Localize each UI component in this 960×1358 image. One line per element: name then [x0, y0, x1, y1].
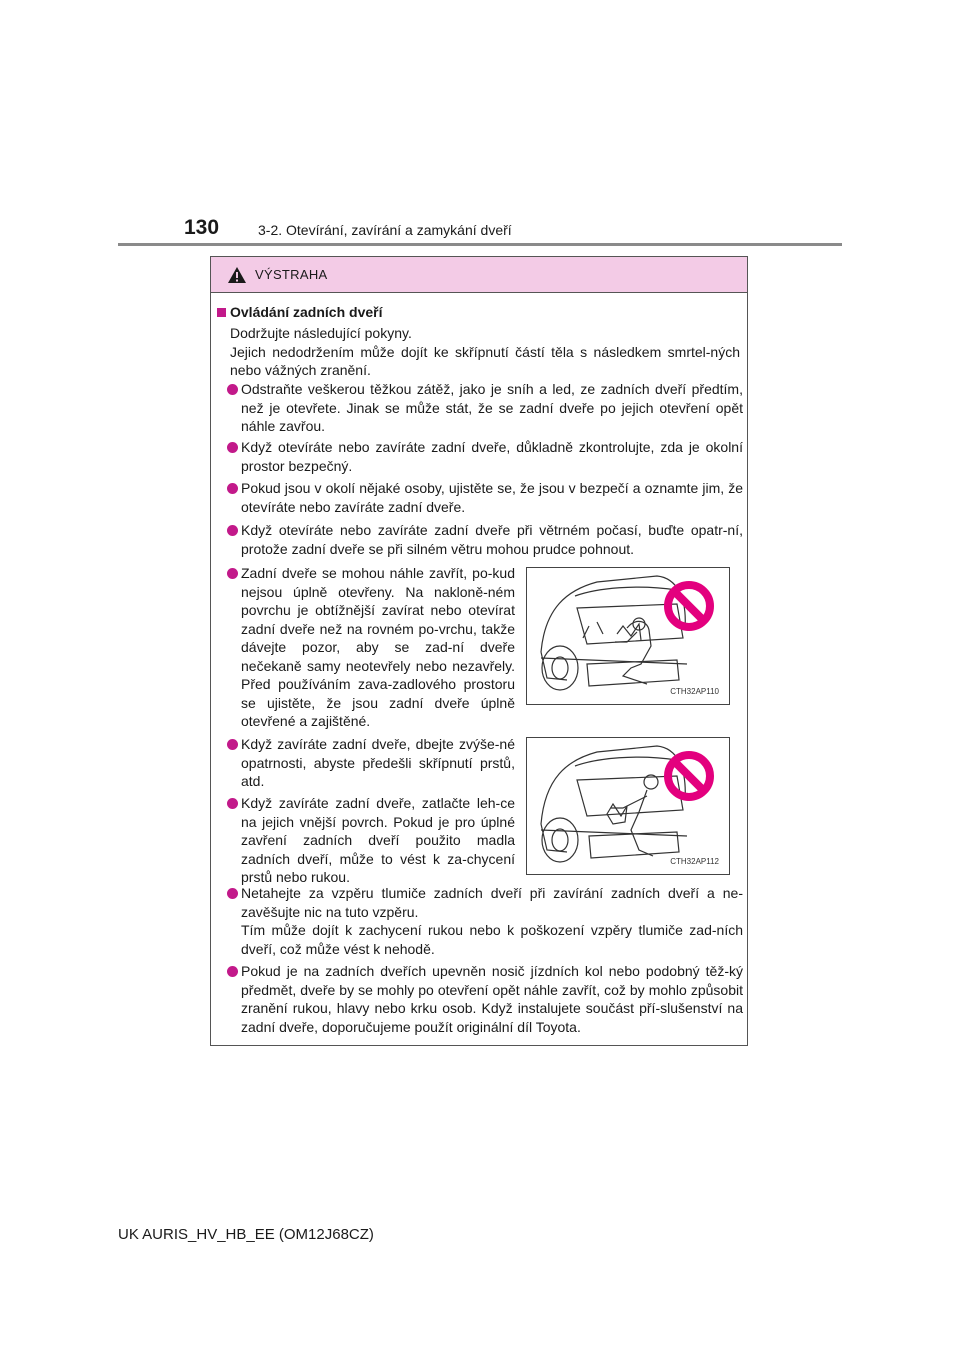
- subheading-text: Ovládání zadních dveří: [230, 304, 383, 320]
- warning-box: [210, 256, 748, 1046]
- bullet-icon: [227, 483, 238, 494]
- list-item: [227, 794, 515, 887]
- page-number: 130: [184, 216, 220, 239]
- list-item-text: Zadní dveře se mohou náhle zavřít, po-kud nejsou úplně otevřeny. Na nakloně-ném povrchu je obtížnější zavírat nebo otevírat zadní dveře než na rovném po-vrchu, takže dávejte pozor, aby se zad-ní dveře nečekaně samy neotevřely nebo nezavřely. Před používáním zava-zadlového prostoru se ujistěte, že jsou zadní dveře úplně otevřené a zajištěné.: [241, 565, 515, 729]
- bullet-icon: [227, 739, 238, 750]
- figure-code: CTH32AP112: [670, 856, 719, 866]
- list-item-text: Pokud je na zadních dveřích upevněn nosič jízdních kol nebo podobný těž-ký předmět, dveře by se mohly po otevření opět náhle zavřít, což by mohlo způsobit zranění rukou, hlavy nebo krku osob. Když instalujete součást pří-slušenství na zadní dveře, doporučujeme použít originální díl Toyota.: [241, 963, 743, 1035]
- list-item-text: Netahejte za vzpěru tlumiče zadních dveří při zavírání zadních dveří a ne-zavěšujte nic na tuto vzpěru. Tím může dojít k zachycení rukou nebo k poškození vzpěry tlumiče zad-ních dveří, což může vést k nehodě.: [241, 885, 743, 957]
- bullet-icon: [227, 525, 238, 536]
- prohibition-icon: [663, 580, 715, 632]
- bullet-icon: [227, 442, 238, 453]
- prohibition-icon: [663, 750, 715, 802]
- list-item: [227, 564, 515, 731]
- illustration-tailgate-incline: [526, 567, 730, 705]
- bullet-icon: [227, 888, 238, 899]
- warning-triangle-icon: [227, 266, 247, 284]
- subheading: [217, 303, 383, 322]
- bullet-icon: [227, 798, 238, 809]
- list-item-text: Když otevíráte nebo zavíráte zadní dveře, důkladně zkontrolujte, zda je okolní prostor bezpečný.: [241, 439, 743, 474]
- list-item: [227, 380, 743, 436]
- intro-paragraph: [230, 324, 740, 380]
- intro-line: Dodržujte následující pokyny.: [230, 325, 412, 341]
- list-item: [227, 521, 743, 558]
- list-item: [227, 438, 743, 475]
- list-item-text: Odstraňte veškerou těžkou zátěž, jako je sníh a led, ze zadních dveří předtím, než je otevřete. Jinak se může stát, že se zadní dveře po jejich otevření opět náhle zavřou.: [241, 381, 743, 434]
- header-rule: [118, 243, 842, 246]
- section-title: 3-2. Otevírání, zavírání a zamykání dveří: [258, 222, 512, 238]
- list-item-text: Když zavíráte zadní dveře, dbejte zvýše-né opatrnosti, abyste předešli skřípnutí prstů, atd.: [241, 736, 515, 789]
- list-item-text: Když zavíráte zadní dveře, zatlačte leh-ce na jejich vnější povrch. Pokud je pro úplné zavření zadních dveří použito madla zadních dveří, může to vést k za-chycení prstů nebo rukou.: [241, 795, 515, 885]
- list-item-text: Pokud jsou v okolí nějaké osoby, ujistěte se, že jsou v bezpečí a oznamte jim, že otevíráte nebo zavíráte zadní dveře.: [241, 480, 743, 515]
- list-item: [227, 735, 515, 791]
- illustration-tailgate-closing: [526, 737, 730, 875]
- warning-header: [211, 257, 747, 293]
- footer-model: UK AURIS_HV_HB_EE (OM12J68CZ): [118, 1226, 374, 1243]
- intro-line: Jejich nedodržením může dojít ke skřípnutí částí těla s následkem smrtel-ných nebo vážných zranění.: [230, 343, 740, 378]
- figure-code: CTH32AP110: [670, 686, 719, 696]
- list-item-text: Když otevíráte nebo zavíráte zadní dveře při větrném počasí, buďte opatr-ní, protože zadní dveře se při silném větru mohou prudce pohnout.: [241, 522, 743, 557]
- bullet-icon: [227, 568, 238, 579]
- bullet-icon: [227, 966, 238, 977]
- warning-label: VÝSTRAHA: [255, 267, 328, 282]
- list-item: [227, 962, 743, 1036]
- bullet-icon: [227, 384, 238, 395]
- list-item: [227, 479, 743, 516]
- list-item: [227, 884, 743, 958]
- square-bullet-icon: [217, 308, 226, 317]
